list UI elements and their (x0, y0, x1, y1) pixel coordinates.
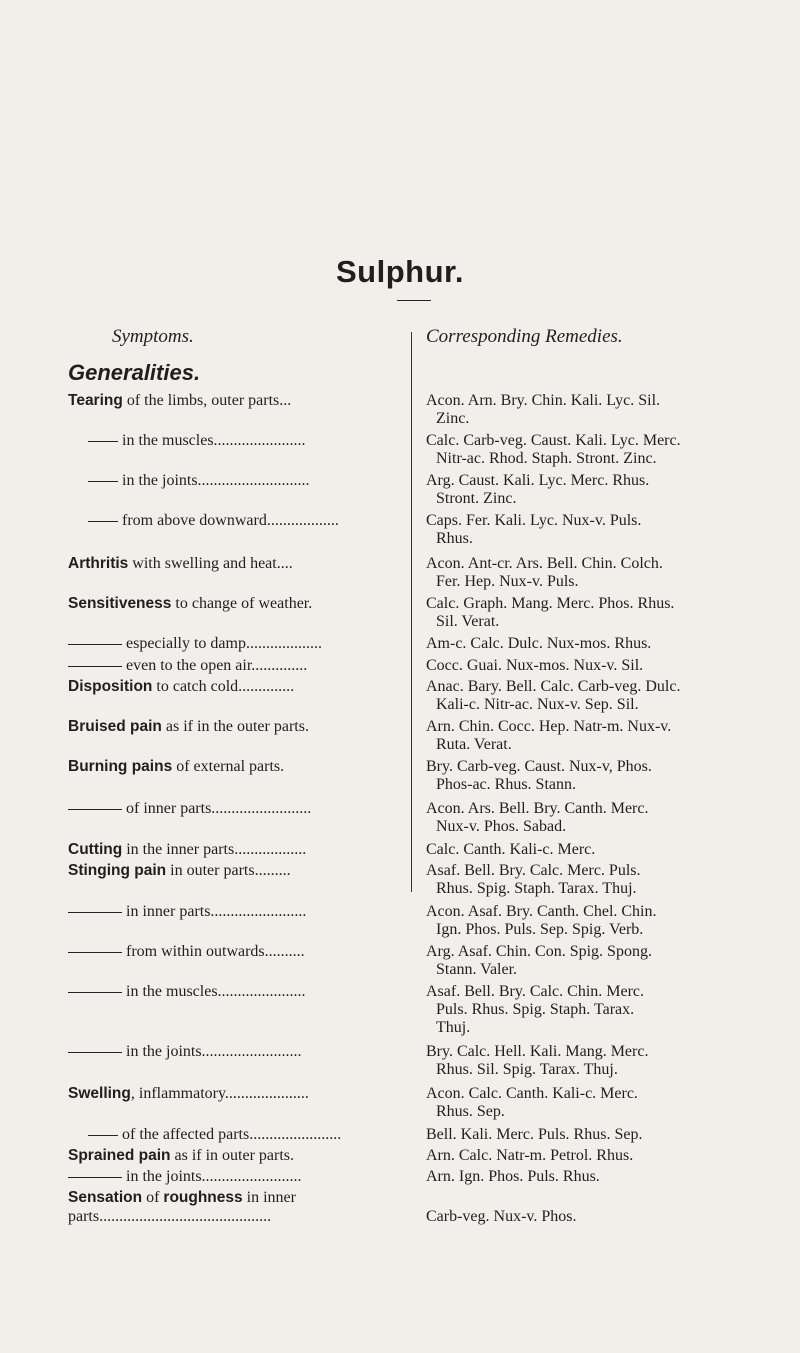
remedy-cell (426, 1147, 786, 1165)
remedy-cell (426, 862, 786, 898)
remedies-header: Corresponding Remedies. (426, 326, 623, 347)
remedy-line: Am-c. Calc. Dulc. Nux-mos. Rhus. (426, 635, 652, 652)
remedy-line: Stront. Zinc. (436, 490, 517, 507)
remedy-line: Kali-c. Nitr-ac. Nux-v. Sep. Sil. (436, 696, 639, 713)
remedy-line: Arg. Caust. Kali. Lyc. Merc. Rhus. (426, 472, 650, 489)
symptom-keyword: Tearing (68, 392, 123, 409)
remedy-line: Carb-veg. Nux-v. Phos. (426, 1208, 577, 1225)
symptom-cell (68, 392, 406, 410)
ditto-dash (88, 441, 118, 442)
remedy-line: Acon. Ant-cr. Ars. Bell. Chin. Colch. (426, 555, 663, 572)
remedy-line: Nux-v. Phos. Sabad. (436, 818, 567, 835)
remedy-line: Calc. Graph. Mang. Merc. Phos. Rhus. (426, 595, 675, 612)
remedy-cell (426, 1126, 786, 1144)
remedy-line: Asaf. Bell. Bry. Calc. Merc. Puls. (426, 862, 641, 879)
symptom-text: to catch cold.............. (152, 678, 295, 695)
symptom-cell (68, 903, 406, 921)
symptom-text: especially to damp................... (126, 635, 322, 652)
remedy-line: Acon. Calc. Canth. Kali-c. Merc. (426, 1085, 638, 1102)
symptom-cell (68, 1147, 406, 1165)
symptom-text: to change of weather. (171, 595, 313, 612)
symptom-cell (68, 595, 406, 613)
remedy-line: Stann. Valer. (436, 961, 518, 978)
remedy-line: Rhus. (436, 530, 473, 547)
symptom-cell (68, 1168, 406, 1186)
remedy-cell (426, 392, 786, 428)
symptom-text: as if in the outer parts. (161, 718, 309, 735)
remedy-line: Acon. Arn. Bry. Chin. Kali. Lyc. Sil. (426, 392, 661, 409)
ditto-dash (88, 1135, 118, 1136)
symptom-cell (68, 432, 406, 450)
remedy-line: Calc. Canth. Kali-c. Merc. (426, 841, 596, 858)
ditto-dash (88, 521, 118, 522)
remedy-cell (426, 635, 786, 653)
remedy-line: Arn. Calc. Natr-m. Petrol. Rhus. (426, 1147, 634, 1164)
remedy-cell (426, 678, 786, 714)
remedy-line: Puls. Rhus. Spig. Staph. Tarax. (436, 1001, 635, 1018)
remedy-cell (426, 1043, 786, 1079)
symptoms-header: Symptoms. (112, 326, 194, 347)
symptom-text: from above downward.................. (122, 512, 339, 529)
symptom-keyword: Burning pains (68, 758, 173, 775)
symptom-text: in the joints............................ (122, 472, 310, 489)
remedy-line: Acon. Ars. Bell. Bry. Canth. Merc. (426, 800, 649, 817)
remedy-line: Rhus. Sep. (436, 1103, 505, 1120)
remedy-line: Cocc. Guai. Nux-mos. Nux-v. Sil. (426, 657, 644, 674)
remedy-cell (426, 903, 786, 939)
ditto-dash (68, 912, 122, 913)
symptom-text: in inner parts........................ (126, 903, 307, 920)
symptom-cell (68, 841, 406, 859)
symptom-cell (68, 1085, 406, 1103)
remedy-cell (426, 943, 786, 979)
symptom-cell (68, 758, 406, 776)
symptom-text: in the inner parts.................. (122, 841, 307, 858)
remedy-line: Acon. Asaf. Bry. Canth. Chel. Chin. (426, 903, 657, 920)
symptom-text: of inner parts......................... (126, 800, 312, 817)
remedy-line: Arn. Ign. Phos. Puls. Rhus. (426, 1168, 600, 1185)
remedy-cell (426, 758, 786, 794)
symptom-text: in inner (242, 1189, 296, 1206)
remedy-cell (426, 983, 786, 1037)
symptom-text: from within outwards.......... (126, 943, 305, 960)
remedy-cell (426, 1085, 786, 1121)
remedy-cell (426, 472, 786, 508)
remedy-line: Arg. Asaf. Chin. Con. Spig. Spong. (426, 943, 652, 960)
symptom-text: of (142, 1189, 164, 1206)
symptom-keyword: Sensation (68, 1189, 143, 1206)
remedy-line: Bell. Kali. Merc. Puls. Rhus. Sep. (426, 1126, 643, 1143)
column-divider (411, 332, 412, 892)
symptom-keyword: Stinging pain (68, 862, 167, 879)
symptom-cell (68, 1189, 406, 1207)
symptom-cell (68, 657, 406, 675)
symptom-keyword: Cutting (68, 841, 123, 858)
remedy-cell (426, 800, 786, 836)
symptom-cell (68, 1043, 406, 1061)
ditto-dash (88, 481, 118, 482)
remedy-cell (426, 718, 786, 754)
remedy-line: Ign. Phos. Puls. Sep. Spig. Verb. (436, 921, 644, 938)
page-title: Sulphur. (336, 254, 464, 289)
ditto-dash (68, 992, 122, 993)
remedy-cell (426, 841, 786, 859)
ditto-dash (68, 809, 122, 810)
symptom-cell (68, 678, 406, 696)
symptom-cell (68, 1126, 406, 1144)
ditto-dash (68, 1177, 122, 1178)
remedy-cell (426, 1208, 786, 1226)
remedy-line: Rhus. Spig. Staph. Tarax. Thuj. (436, 880, 637, 897)
remedy-line: Caps. Fer. Kali. Lyc. Nux-v. Puls. (426, 512, 642, 529)
remedy-cell (426, 512, 786, 548)
remedy-line: Anac. Bary. Bell. Calc. Carb-veg. Dulc. (426, 678, 681, 695)
symptom-text: as if in outer parts. (170, 1147, 295, 1164)
symptom-keyword: Sensitiveness (68, 595, 172, 612)
remedy-line: Bry. Carb-veg. Caust. Nux-v, Phos. (426, 758, 652, 775)
symptom-text: in outer parts......... (166, 862, 291, 879)
ditto-dash (68, 1052, 122, 1053)
symptom-keyword: Bruised pain (68, 718, 162, 735)
ditto-dash (68, 952, 122, 953)
symptom-text: in the joints......................... (126, 1168, 302, 1185)
symptom-keyword: Disposition (68, 678, 153, 695)
remedy-line: Fer. Hep. Nux-v. Puls. (436, 573, 579, 590)
symptom-cell (68, 983, 406, 1001)
ditto-dash (68, 666, 122, 667)
remedy-line: Rhus. Sil. Spig. Tarax. Thuj. (436, 1061, 618, 1078)
symptom-keyword: Arthritis (68, 555, 129, 572)
symptom-cell (68, 718, 406, 736)
symptom-keyword: roughness (163, 1189, 243, 1206)
remedy-cell (426, 432, 786, 468)
title-rule (397, 300, 431, 301)
symptom-text: in the joints......................... (126, 1043, 302, 1060)
remedy-line: Bry. Calc. Hell. Kali. Mang. Merc. (426, 1043, 649, 1060)
remedy-cell (426, 595, 786, 631)
symptom-cell (68, 943, 406, 961)
symptom-text: , inflammatory..................... (130, 1085, 309, 1102)
remedy-line: Nitr-ac. Rhod. Staph. Stront. Zinc. (436, 450, 657, 467)
remedy-line: Sil. Verat. (436, 613, 500, 630)
symptom-keyword: Sprained pain (68, 1147, 171, 1164)
symptom-cell (68, 512, 406, 530)
symptom-cell (68, 862, 406, 880)
remedy-line: Ruta. Verat. (436, 736, 512, 753)
remedy-line: Asaf. Bell. Bry. Calc. Chin. Merc. (426, 983, 645, 1000)
remedy-line: Thuj. (436, 1019, 471, 1036)
section-title: Generalities. (68, 360, 201, 385)
symptom-text: in the muscles...................... (126, 983, 306, 1000)
remedy-line: Arn. Chin. Cocc. Hep. Natr-m. Nux-v. (426, 718, 672, 735)
symptom-cell (68, 635, 406, 653)
symptom-text: parts........................................... (68, 1208, 272, 1225)
remedy-cell (426, 555, 786, 591)
remedy-line: Phos-ac. Rhus. Stann. (436, 776, 576, 793)
symptom-text: even to the open air.............. (126, 657, 308, 674)
symptom-cell (68, 800, 406, 818)
symptom-text: of the limbs, outer parts... (122, 392, 292, 409)
symptom-cell (68, 1208, 406, 1226)
remedy-cell (426, 657, 786, 675)
symptom-text: with swelling and heat.... (128, 555, 293, 572)
ditto-dash (68, 644, 122, 645)
symptom-text: of external parts. (172, 758, 285, 775)
remedy-cell (426, 1168, 786, 1186)
symptom-text: in the muscles....................... (122, 432, 306, 449)
symptom-cell (68, 555, 406, 573)
symptom-cell (68, 472, 406, 490)
symptom-keyword: Swelling (68, 1085, 131, 1102)
remedy-line: Zinc. (436, 410, 470, 427)
remedy-line: Calc. Carb-veg. Caust. Kali. Lyc. Merc. (426, 432, 681, 449)
symptom-text: of the affected parts....................... (122, 1126, 342, 1143)
